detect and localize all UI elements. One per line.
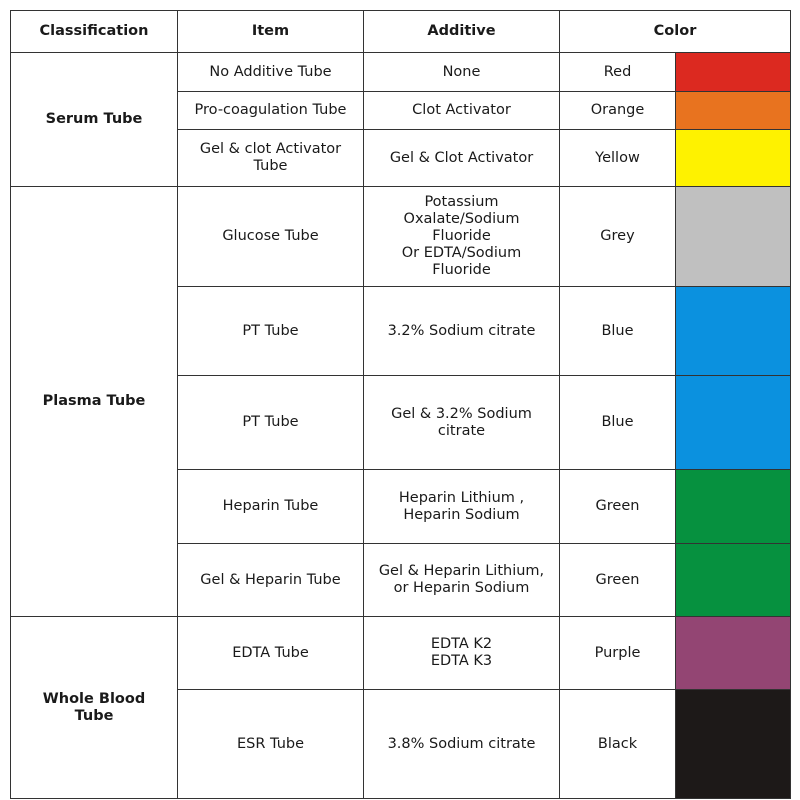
table-row [11, 53, 791, 92]
additive-cell: Clot Activator [364, 92, 560, 130]
additive-cell: None [364, 53, 560, 92]
item-cell: Gel & Heparin Tube [178, 544, 364, 617]
additive-cell: Heparin Lithium , Heparin Sodium [364, 470, 560, 544]
item-cell: ESR Tube [178, 690, 364, 799]
color-name-cell: Red [560, 53, 676, 92]
table-row [11, 617, 791, 690]
color-name-cell: Yellow [560, 130, 676, 187]
color-name-cell: Blue [560, 376, 676, 470]
color-swatch [676, 287, 791, 376]
color-swatch [676, 53, 791, 92]
classification-serum-tube: Serum Tube [11, 53, 178, 187]
additive-cell: Gel & Clot Activator [364, 130, 560, 187]
additive-header: Additive [364, 11, 560, 53]
color-swatch [676, 617, 791, 690]
color-header: Color [560, 11, 791, 53]
color-swatch [676, 130, 791, 187]
color-swatch [676, 470, 791, 544]
item-cell: Glucose Tube [178, 187, 364, 287]
additive-cell: EDTA K2 EDTA K3 [364, 617, 560, 690]
additive-cell: Potassium Oxalate/Sodium Fluoride Or EDTA/Sodium Fluoride [364, 187, 560, 287]
item-cell: PT Tube [178, 287, 364, 376]
tube-classification-table [10, 10, 791, 799]
additive-cell: Gel & 3.2% Sodium citrate [364, 376, 560, 470]
classification-plasma-tube: Plasma Tube [11, 187, 178, 617]
item-cell: Pro-coagulation Tube [178, 92, 364, 130]
color-name-cell: Blue [560, 287, 676, 376]
classification-header: Classification [11, 11, 178, 53]
header-row [11, 11, 791, 53]
color-swatch [676, 690, 791, 799]
color-name-cell: Grey [560, 187, 676, 287]
item-cell: Heparin Tube [178, 470, 364, 544]
color-name-cell: Green [560, 544, 676, 617]
color-swatch [676, 187, 791, 287]
color-swatch [676, 376, 791, 470]
table-row [11, 187, 791, 287]
color-swatch [676, 544, 791, 617]
additive-cell: 3.2% Sodium citrate [364, 287, 560, 376]
item-cell: PT Tube [178, 376, 364, 470]
additive-cell: 3.8% Sodium citrate [364, 690, 560, 799]
item-cell: Gel & clot Activator Tube [178, 130, 364, 187]
color-swatch [676, 92, 791, 130]
item-cell: No Additive Tube [178, 53, 364, 92]
item-cell: EDTA Tube [178, 617, 364, 690]
additive-cell: Gel & Heparin Lithium, or Heparin Sodium [364, 544, 560, 617]
color-name-cell: Black [560, 690, 676, 799]
color-name-cell: Purple [560, 617, 676, 690]
color-name-cell: Green [560, 470, 676, 544]
classification-whole-blood-tube: Whole Blood Tube [11, 617, 178, 799]
item-header: Item [178, 11, 364, 53]
color-name-cell: Orange [560, 92, 676, 130]
